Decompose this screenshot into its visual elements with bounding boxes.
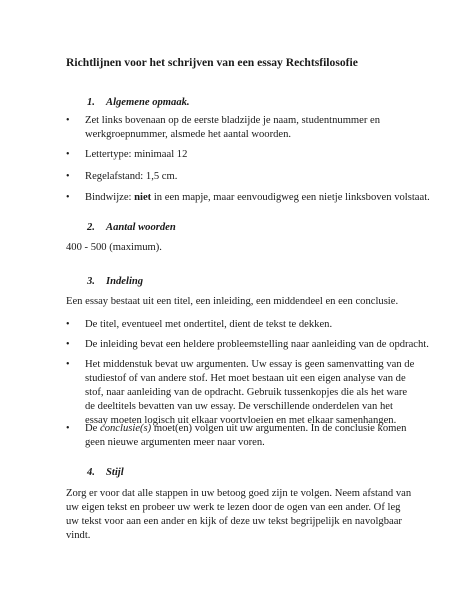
list-item-middle: Het middenstuk bevat uw argumenten. Uw essay is geen samenvatting van de studiestof of van andere stof. Het moet bestaan uit een eigen analyse van de stof, naar aanleiding van de opdracht. Gebruik tussenkopjes die als het ware de deeltitels bevatten van uw essay. De verschillende onderdelen van het essay moeten logisch uit elkaar voortvloeien en met elkaar samenhangen. (85, 359, 415, 426)
word-count-text: 400 - 500 (maximum). (66, 242, 162, 253)
style-text: Zorg er voor dat alle stappen in uw betoog goed zijn te volgen. Neem afstand van uw eigen tekst en probeer uw werk te lezen door de ogen van een ander. Of leg uw tekst voor aan een ander en kijk of deze uw tekst begrijpelijk en navolgbaar vindt. (66, 488, 412, 541)
bullet-icon: • (66, 339, 70, 350)
bullet-icon: • (66, 192, 70, 203)
document-title: Richtlijnen voor het schrijven van een essay Rechtsfilosofie (66, 56, 358, 69)
list-item-conclusion: De conclusie(s) moet(en) volgen uit uw argumenten. In de conclusie komen geen nieuwe argumenten meer naar voren. (85, 423, 407, 448)
section-1-title: Algemene opmaak. (106, 97, 190, 108)
bullet-icon: • (66, 359, 70, 370)
bullet-icon: • (66, 115, 70, 126)
list-item-binding: Bindwijze: niet in een mapje, maar eenvoudigweg een nietje linksboven volstaat. (85, 192, 430, 203)
section-1-heading (87, 96, 190, 110)
list-item-spacing: Regelafstand: 1,5 cm. (85, 171, 178, 182)
list-item-introduction: De inleiding bevat een heldere probleemstelling naar aanleiding van de opdracht. (85, 339, 429, 350)
list-item-title: De titel, eventueel met ondertitel, dient de tekst te dekken. (85, 319, 333, 330)
section-4-title: Stijl (106, 467, 124, 478)
bullet-icon: • (66, 423, 70, 434)
emphasis-conclusie: conclusie(s) (100, 423, 152, 434)
section-2-number: 2. (87, 222, 95, 233)
section-4-number: 4. (87, 467, 95, 478)
bullet-icon: • (66, 171, 70, 182)
section-2-title: Aantal woorden (106, 222, 176, 233)
bullet-icon: • (66, 149, 70, 160)
section-4-heading (87, 466, 124, 480)
section-3-title: Indeling (106, 276, 144, 287)
list-item-name-info: Zet links bovenaan op de eerste bladzijde je naam, studentnummer en werkgroepnummer, alsmede het aantal woorden. (85, 115, 381, 140)
section-1-number: 1. (87, 97, 95, 108)
emphasis-niet: niet (134, 192, 152, 203)
section-3-number: 3. (87, 276, 95, 287)
list-item-font: Lettertype: minimaal 12 (85, 149, 188, 160)
section-3-heading (87, 275, 143, 289)
bullet-icon: • (66, 319, 70, 330)
section-2-heading (87, 221, 176, 235)
structure-intro: Een essay bestaat uit een titel, een inleiding, een middendeel en een conclusie. (66, 296, 399, 307)
